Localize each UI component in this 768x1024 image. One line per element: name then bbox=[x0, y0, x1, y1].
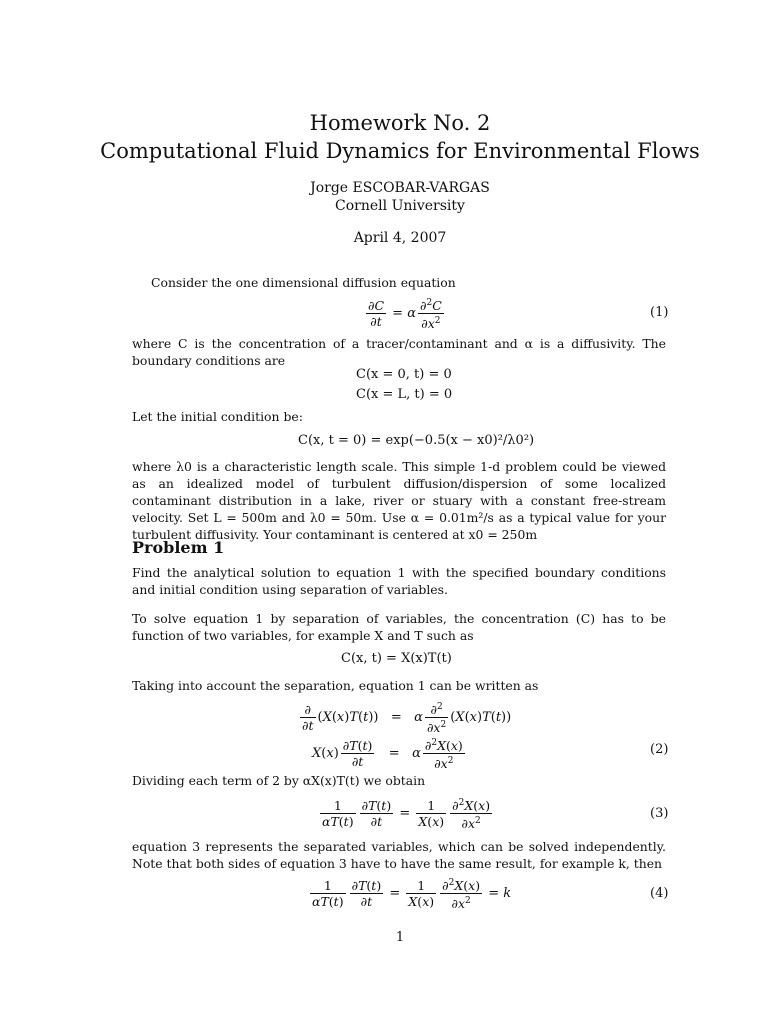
intro-paragraph-4: where λ0 is a characteristic length scale. This simple 1-d problem could be viewed as an idealized model of turbulent diffusion/dispersion of some localized contaminant distribution in a lake, river or stuary with a constant free-stream velocity. Set L = 500m and λ0 = 50m. Use α = 0.01m²/s as a typical value for your turbulent diffusivity. Your contaminant is centered at x0 = 250m bbox=[132, 459, 666, 542]
title-line-1: Homework No. 2 bbox=[309, 111, 491, 135]
page-number: 1 bbox=[395, 930, 405, 945]
boundary-condition-2: C(x = L, t) = 0 bbox=[356, 387, 453, 402]
equation-4: $\frac{1}{\alpha T(t)}$ $\frac{\partial T(t)}{\partial t}$ = $\frac{1}{X(x)}$ $\frac{\partial^2X(x)}{\partial x^2}$ = k bbox=[312, 878, 512, 912]
intro-paragraph-3: Let the initial condition be: bbox=[132, 409, 303, 424]
equation-2-line-2: X(x) $\frac{\partial T(t)}{\partial t}$ = α $\frac{\partial^2X(x)}{\partial x^2}$ bbox=[312, 738, 463, 772]
document-date: April 4, 2007 bbox=[353, 230, 447, 246]
equation-3: $\frac{1}{\alpha T(t)}$ $\frac{\partial T(t)}{\partial t}$ = $\frac{1}{X(x)}$ $\frac{\partial^2X(x)}{\partial x^2}$ bbox=[322, 798, 491, 832]
problem-1-paragraph-1: Find the analytical solution to equation 1 with the specified boundary conditions and initial condition using separation of variables. bbox=[132, 565, 666, 597]
problem-1-heading: Problem 1 bbox=[132, 538, 225, 557]
problem-1-paragraph-2: To solve equation 1 by separation of variables, the concentration (C) has to be function of two variables, for example X and T such as bbox=[132, 611, 666, 643]
intro-paragraph-1: Consider the one dimensional diffusion equation bbox=[151, 275, 456, 290]
equation-1: $\frac{\partial C}{\partial t}$ = α $\frac{\partial^2C}{\partial x^2}$ bbox=[368, 298, 442, 332]
separation-equation: C(x, t) = X(x)T(t) bbox=[341, 651, 452, 666]
equation-2-line-1: $\frac{\partial}{\partial t}$ (X(x)T(t)) = α $\frac{\partial^2}{\partial x^2}$ (X(x)T(t)) bbox=[302, 702, 512, 736]
intro-paragraph-2: where C is the concentration of a tracer/contaminant and α is a diffusivity. The boundary conditions are bbox=[132, 336, 666, 368]
equation-1-number: (1) bbox=[650, 305, 669, 320]
author-name: Jorge ESCOBAR-VARGAS bbox=[310, 180, 490, 196]
boundary-condition-1: C(x = 0, t) = 0 bbox=[356, 367, 452, 382]
problem-1-paragraph-5: equation 3 represents the separated variables, which can be solved independently. Note that both sides of equation 3 have to have the same result, for example k, then bbox=[132, 839, 666, 871]
problem-1-paragraph-4: Dividing each term of 2 by αX(x)T(t) we obtain bbox=[132, 773, 426, 788]
problem-1-paragraph-3: Taking into account the separation, equation 1 can be written as bbox=[132, 678, 539, 693]
author-affiliation: Cornell University bbox=[335, 198, 465, 214]
initial-condition: C(x, t = 0) = exp(−0.5(x − x0)²/λ0²) bbox=[298, 433, 535, 448]
equation-3-number: (3) bbox=[650, 806, 669, 821]
equation-4-number: (4) bbox=[650, 886, 669, 901]
title-line-2: Computational Fluid Dynamics for Environmental Flows bbox=[100, 139, 700, 163]
equation-2-number: (2) bbox=[650, 742, 669, 757]
